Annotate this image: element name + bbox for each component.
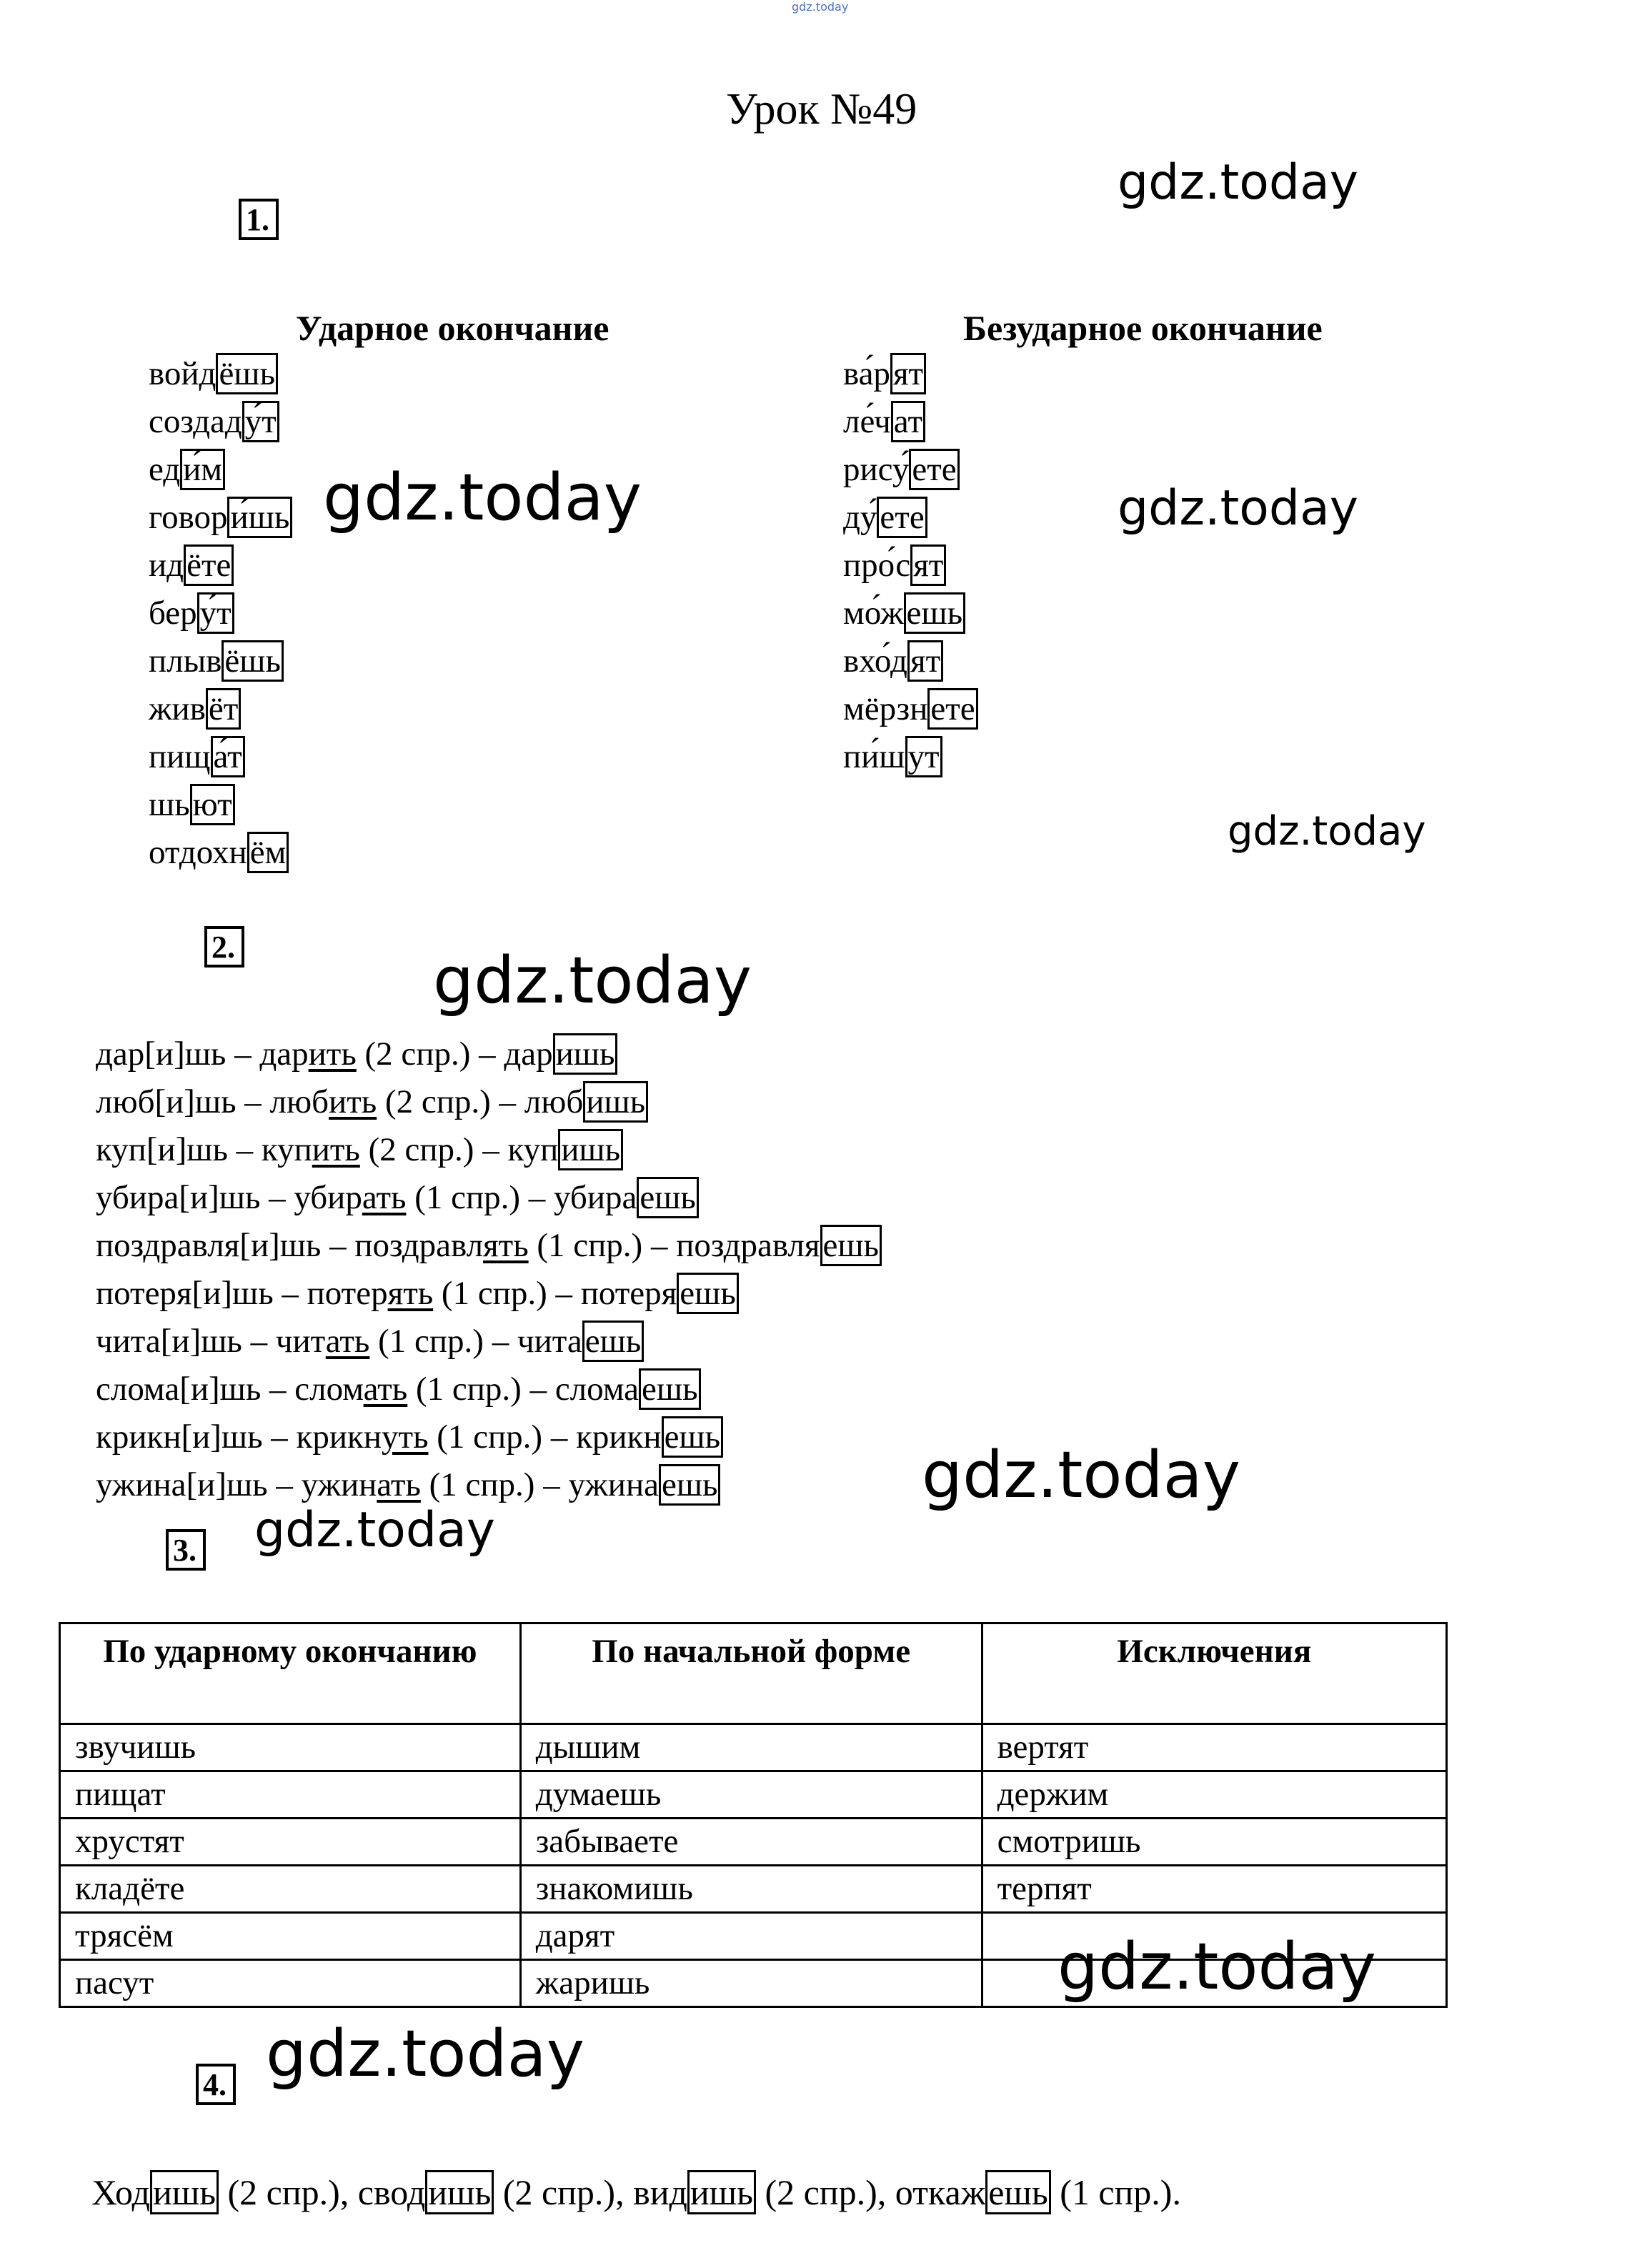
conjugation-line: куп[и]шь – купить (2 спр.) – купишь bbox=[96, 1133, 882, 1181]
ending-box: ете bbox=[877, 497, 927, 538]
table-cell: хрустят bbox=[60, 1819, 521, 1866]
table-cell: звучишь bbox=[60, 1724, 521, 1771]
table-cell: дарят bbox=[520, 1913, 982, 1960]
ending-box: ешь bbox=[659, 1464, 721, 1506]
table-row bbox=[60, 1913, 1447, 1960]
ending-box: ёшь bbox=[216, 353, 278, 394]
ending-box: ат bbox=[891, 401, 925, 442]
exercise-4-number: 4. bbox=[196, 2064, 236, 2105]
ending-box: у́т bbox=[242, 401, 279, 442]
ending-box: ят bbox=[907, 640, 943, 682]
ending-box: ишь bbox=[553, 1033, 618, 1075]
word-item: пища́т bbox=[149, 740, 292, 788]
ending-box: ешь bbox=[820, 1225, 882, 1266]
table-cell: знакомишь bbox=[520, 1866, 982, 1913]
stressed-list bbox=[149, 357, 292, 884]
table-cell: смотришь bbox=[982, 1819, 1446, 1866]
word-item: идёте bbox=[149, 549, 292, 597]
table-header: Исключения bbox=[982, 1623, 1446, 1724]
table-row bbox=[60, 1819, 1447, 1866]
watermark: gdz.today bbox=[1118, 154, 1358, 211]
watermark: gdz.today bbox=[254, 1502, 495, 1558]
ending-box: ишь bbox=[558, 1129, 623, 1170]
table-cell: дышим bbox=[520, 1724, 982, 1771]
exercise-3-number: 3. bbox=[166, 1529, 206, 1571]
page-title: Урок №49 bbox=[726, 85, 917, 134]
ending-box: ишь bbox=[583, 1081, 648, 1123]
ending-box: ишь bbox=[687, 2170, 756, 2214]
exercise-2-number: 2. bbox=[204, 926, 244, 968]
table-cell: думаешь bbox=[520, 1771, 982, 1819]
word-item: войдёшь bbox=[149, 357, 292, 405]
ending-box: ёшь bbox=[222, 640, 284, 682]
word-item: про́сят bbox=[843, 549, 978, 597]
ending-box: ут bbox=[905, 736, 942, 777]
table-cell: кладёте bbox=[60, 1866, 521, 1913]
ending-box: ешь bbox=[639, 1368, 701, 1410]
word-item: пи́шут bbox=[843, 740, 978, 788]
ending-box: ете bbox=[909, 449, 959, 490]
ending-box: ешь bbox=[582, 1321, 645, 1362]
ending-box: ёте bbox=[184, 544, 234, 586]
ending-box: у́т bbox=[197, 592, 234, 634]
ending-box: ишь bbox=[150, 2170, 219, 2214]
exercise-1-number: 1. bbox=[239, 199, 279, 240]
conjugation-line: дар[и]шь – дарить (2 спр.) – даришь bbox=[96, 1038, 882, 1085]
ending-box: ешь bbox=[985, 2170, 1051, 2214]
conjugation-line: потеря[и]шь – потерять (1 спр.) – потеряешь bbox=[96, 1277, 882, 1325]
conjugation-line: поздравля[и]шь – поздравлять (1 спр.) – поздравляешь bbox=[96, 1229, 882, 1277]
table-row bbox=[60, 1960, 1447, 2007]
watermark: gdz.today bbox=[323, 460, 642, 535]
ending-box: ешь bbox=[677, 1273, 739, 1314]
conjugation-line: слома[и]шь – сломать (1 спр.) – сломаешь bbox=[96, 1373, 882, 1421]
watermark: gdz.today bbox=[1118, 480, 1358, 537]
conjugation-line: убира[и]шь – убирать (1 спр.) – убираешь bbox=[96, 1181, 882, 1229]
table-cell: держим bbox=[982, 1771, 1446, 1819]
word-item: вхо́дят bbox=[843, 645, 978, 692]
ending-box: ете bbox=[927, 688, 977, 730]
table-cell: вертят bbox=[982, 1724, 1446, 1771]
word-item: еди́м bbox=[149, 453, 292, 501]
ending-box: ём bbox=[247, 832, 289, 873]
ending-box: ешь bbox=[904, 592, 966, 634]
word-item: ва́рят bbox=[843, 357, 978, 405]
ending-box: ят bbox=[890, 353, 926, 394]
table-header: По начальной форме bbox=[520, 1623, 982, 1724]
word-item: шьют bbox=[149, 788, 292, 836]
ending-box: ят bbox=[910, 544, 946, 586]
watermark: gdz.today bbox=[922, 1438, 1241, 1513]
ending-box: ешь bbox=[637, 1177, 699, 1218]
table-row bbox=[60, 1724, 1447, 1771]
word-item: отдохнём bbox=[149, 836, 292, 884]
unstressed-heading: Безударное окончание bbox=[963, 308, 1323, 348]
word-item: создаду́т bbox=[149, 405, 292, 453]
conjugation-table bbox=[59, 1622, 1448, 2008]
table-header-row bbox=[60, 1623, 1447, 1724]
ending-box: и́шь bbox=[227, 497, 292, 538]
table-cell bbox=[982, 1960, 1446, 2007]
table-cell: забываете bbox=[520, 1819, 982, 1866]
exercise-2-lines bbox=[96, 1035, 882, 1516]
watermark: gdz.today bbox=[433, 943, 752, 1018]
table-cell: жаришь bbox=[520, 1960, 982, 2007]
table-cell bbox=[982, 1913, 1446, 1960]
word-item: плывёшь bbox=[149, 645, 292, 692]
word-item: рису́ете bbox=[843, 453, 978, 501]
watermark: gdz.today bbox=[1228, 808, 1426, 855]
ending-box: ёт bbox=[206, 688, 241, 730]
ending-box: а́т bbox=[211, 736, 245, 777]
table-header: По ударному окончанию bbox=[60, 1623, 521, 1724]
ending-box: ешь bbox=[662, 1416, 724, 1458]
stressed-heading: Ударное окончание bbox=[296, 308, 609, 348]
word-item: мо́жешь bbox=[843, 597, 978, 645]
table-cell: трясём bbox=[60, 1913, 521, 1960]
table-row bbox=[60, 1866, 1447, 1913]
ending-box: ют bbox=[190, 784, 235, 825]
watermark-top: gdz.today bbox=[792, 0, 849, 14]
watermark: gdz.today bbox=[1058, 1929, 1377, 2004]
word-item: мёрзнете bbox=[843, 692, 978, 740]
conjugation-line: чита[и]шь – читать (1 спр.) – читаешь bbox=[96, 1325, 882, 1373]
exercise-4-sentence: Ходишь (2 спр.), сводишь (2 спр.), видишь (2 спр.), откажешь (1 спр.). bbox=[91, 2174, 1181, 2210]
table-row bbox=[60, 1771, 1447, 1819]
conjugation-line: крикн[и]шь – крикнуть (1 спр.) – крикнешь bbox=[96, 1421, 882, 1468]
word-item: ле́чат bbox=[843, 405, 978, 453]
conjugation-line: ужина[и]шь – ужинать (1 спр.) – ужинаешь bbox=[96, 1468, 882, 1516]
table-cell: пищат bbox=[60, 1771, 521, 1819]
ending-box: ишь bbox=[425, 2170, 494, 2214]
word-item: говори́шь bbox=[149, 501, 292, 549]
watermark: gdz.today bbox=[266, 2016, 585, 2092]
table-cell: пасут bbox=[60, 1960, 521, 2007]
conjugation-line: люб[и]шь – любить (2 спр.) – любишь bbox=[96, 1085, 882, 1133]
ending-box: и́м bbox=[180, 449, 225, 490]
word-item: живёт bbox=[149, 692, 292, 740]
unstressed-list bbox=[843, 357, 978, 788]
word-item: беру́т bbox=[149, 597, 292, 645]
table-cell: терпят bbox=[982, 1866, 1446, 1913]
word-item: ду́ете bbox=[843, 501, 978, 549]
